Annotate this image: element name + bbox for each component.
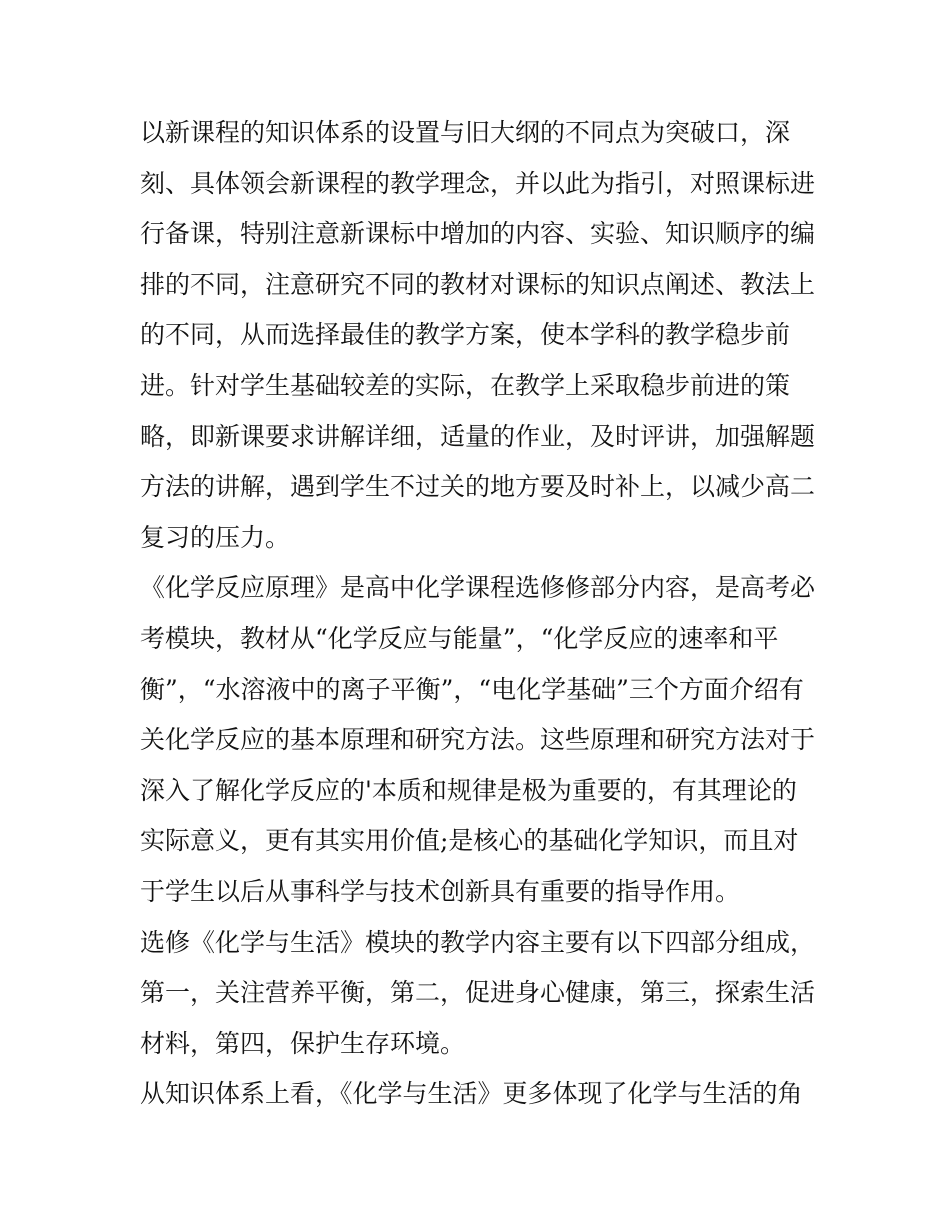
text-line: 《化学反应原理》是高中化学课程选修修部分内容，是高考必 bbox=[140, 573, 816, 603]
text-line: 于学生以后从事科学与技术创新具有重要的指导作用。 bbox=[140, 876, 741, 906]
text-line: 第一，关注营养平衡，第二，促进身心健康，第三，探索生活 bbox=[140, 978, 816, 1008]
text-line: 关化学反应的基本原理和研究方法。这些原理和研究方法对于 bbox=[140, 725, 816, 755]
text-line: 衡”，“水溶液中的离子平衡”，“电化学基础”三个方面介绍有 bbox=[140, 674, 804, 704]
text-line: 行备课，特别注意新课标中增加的内容、实验、知识顺序的编 bbox=[140, 219, 816, 249]
text-line: 以新课程的知识体系的设置与旧大纲的不同点为突破口，深 bbox=[140, 118, 791, 147]
text-line: 进。针对学生基础较差的实际，在教学上采取稳步前进的策 bbox=[140, 370, 791, 400]
text-line: 选修《化学与生活》模块的教学内容主要有以下四部分组成， bbox=[140, 927, 816, 957]
paragraph-1 bbox=[140, 108, 820, 563]
text-line: 方法的讲解，遇到学生不过关的地方要及时补上，以减少高二 bbox=[140, 472, 816, 502]
text-line: 实际意义，更有其实用价值;是核心的基础化学知识，而且对 bbox=[140, 826, 799, 856]
text-line: 刻、具体领会新课程的教学理念，并以此为指引，对照课标进 bbox=[140, 168, 816, 198]
text-line: 的不同，从而选择最佳的教学方案，使本学科的教学稳步前 bbox=[140, 320, 791, 350]
paragraph-2 bbox=[140, 563, 820, 917]
paragraph-4 bbox=[140, 1069, 820, 1120]
text-line: 排的不同，注意研究不同的教材对课标的知识点阐述、教法上 bbox=[140, 269, 816, 299]
text-line: 略，即新课要求讲解详细，适量的作业，及时评讲，加强解题 bbox=[140, 421, 816, 451]
document-body bbox=[140, 108, 820, 1120]
text-line: 从知识体系上看，《化学与生活》更多体现了化学与生活的角 bbox=[140, 1079, 803, 1109]
text-line: 考模块，教材从“化学反应与能量”，“化学反应的速率和平 bbox=[140, 623, 779, 653]
text-line: 复习的压力。 bbox=[140, 522, 291, 552]
text-line: 材料，第四，保护生存环境。 bbox=[140, 1028, 466, 1058]
paragraph-3 bbox=[140, 918, 820, 1070]
text-line: 深入了解化学反应的'本质和规律是极为重要的，有其理论的 bbox=[140, 775, 797, 805]
